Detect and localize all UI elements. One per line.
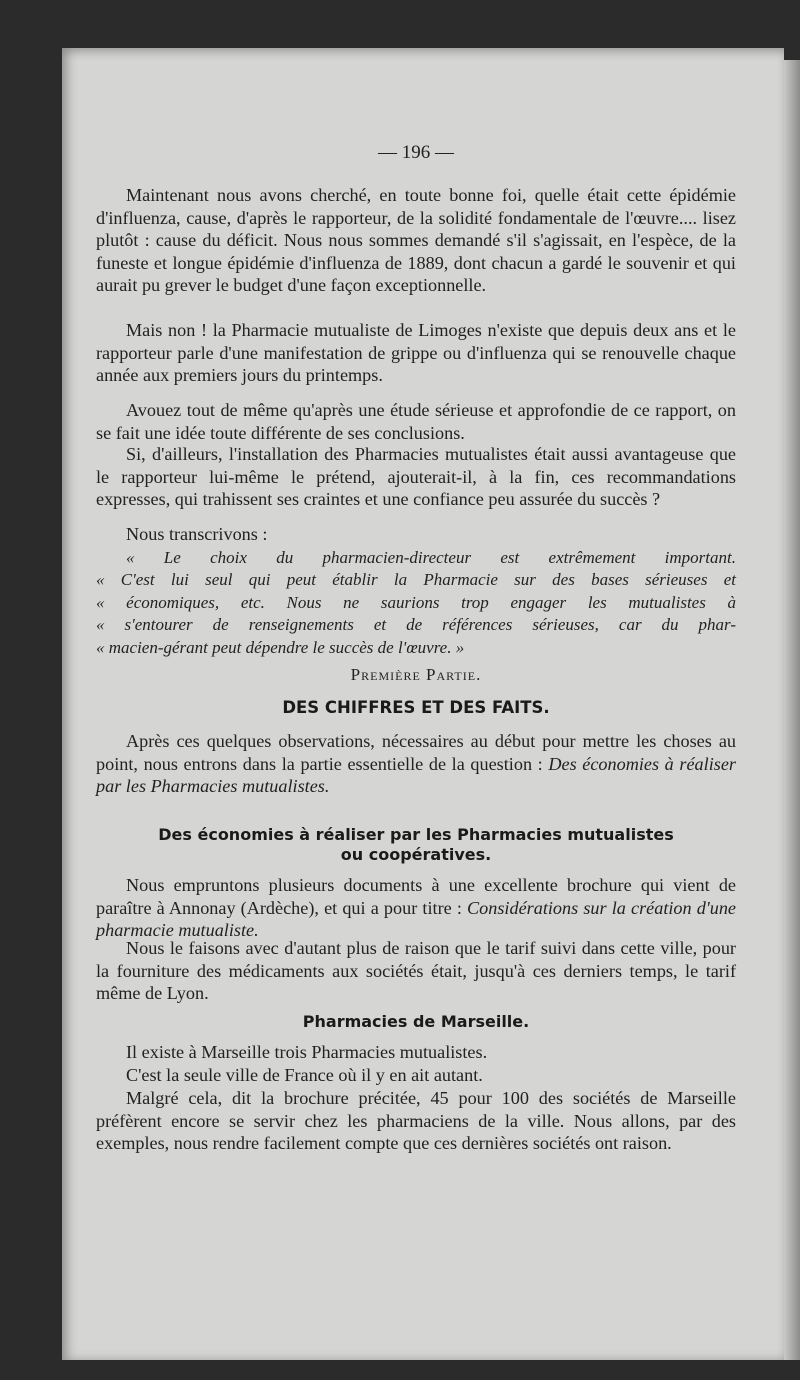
subsection-title-line1: Des économies à réaliser par les Pharmacies mutualistes — [158, 825, 674, 844]
section-title: DES CHIFFRES ET DES FAITS. — [282, 698, 550, 717]
quote-line: « macien-gérant peut dépendre le succès de l'œuvre. » — [96, 637, 465, 657]
marseille-paragraph-1: Il existe à Marseille trois Pharmacies mutualistes. — [126, 1042, 488, 1062]
paragraph-4: Si, d'ailleurs, l'installation des Pharmacies mutualistes était aussi avantageuse que le rapporteur lui-même le prétend, ajouterait-il, à la fin, ces recommandations expresses, qui trahissent ses craintes et une confiance peu assurée du succès ? — [96, 444, 736, 510]
paragraph-tarif: Nous le faisons avec d'autant plus de raison que le tarif suivi dans cette ville, pour la fourniture des médicaments aux sociétés était, jusqu'à ces derniers temps, le tarif même de Lyon. — [96, 938, 736, 1004]
marseille-title: Pharmacies de Marseille. — [302, 1012, 530, 1031]
paragraph-5: Nous transcrivons : — [126, 524, 268, 544]
paragraph-2: Mais non ! la Pharmacie mutualiste de Limoges n'existe que depuis deux ans et le rapporteur parle d'une manifestation de grippe ou d'influenza qui se renouvelle chaque année aux premiers jours du printemps. — [96, 320, 736, 386]
paragraph-1: Maintenant nous avons cherché, en toute bonne foi, quelle était cette épidémie d'influenza, cause, d'après le rapporteur, de la solidité fondamentale de l'œuvre.... lisez plutôt : cause du déficit. Nous nous sommes demandé s'il s'agissait, en l'espèce, de la funeste et longue épidémie d'influenza de 1889, dont chacun a gardé le souvenir et qui aurait pu grever le budget d'une façon exceptionnelle. — [96, 185, 736, 296]
quote-line: « Le choix du pharmacien-directeur est extrêmement important. — [126, 548, 736, 567]
marseille-paragraph-2: C'est la seule ville de France où il y en ait autant. — [126, 1065, 483, 1085]
paragraph-3: Avouez tout de même qu'après une étude sérieuse et approfondie de ce rapport, on se fait une idée toute différente de ses conclusions. — [96, 400, 736, 443]
paragraph-after-title: Après ces quelques observations, nécessaires au début pour mettre les choses au point, nous entrons dans la partie essentielle de la question : Des économies à réaliser par les Pharmacies mutualistes. — [96, 731, 736, 797]
quote-line: « C'est lui seul qui peut établir la Pharmacie sur des bases sérieuses et — [96, 570, 736, 589]
paragraph-brochure: Nous empruntons plusieurs documents à une excellente brochure qui vient de paraître à Annonay (Ardèche), et qui a pour titre : Considérations sur la création d'une pharmacie mutualiste. — [96, 875, 736, 941]
quote-line: « économiques, etc. Nous ne saurions trop engager les mutualistes à — [96, 592, 736, 612]
subsection-title-line2: ou coopératives. — [340, 845, 492, 864]
page-number: — 196 — — [378, 142, 454, 163]
quote-line: « s'entourer de renseignements et de références sérieuses, car du phar- — [96, 615, 736, 635]
marseille-paragraph-3: Malgré cela, dit la brochure précitée, 45 pour 100 des sociétés de Marseille préfèrent encore se servir chez les pharmaciens de la ville. Nous allons, par des exemples, nous rendre facilement compte que ces dernières sociétés ont raison. — [96, 1088, 736, 1154]
part-title: Première Partie. — [350, 665, 482, 684]
quotation — [96, 547, 736, 570]
quotation-cont — [96, 569, 736, 659]
